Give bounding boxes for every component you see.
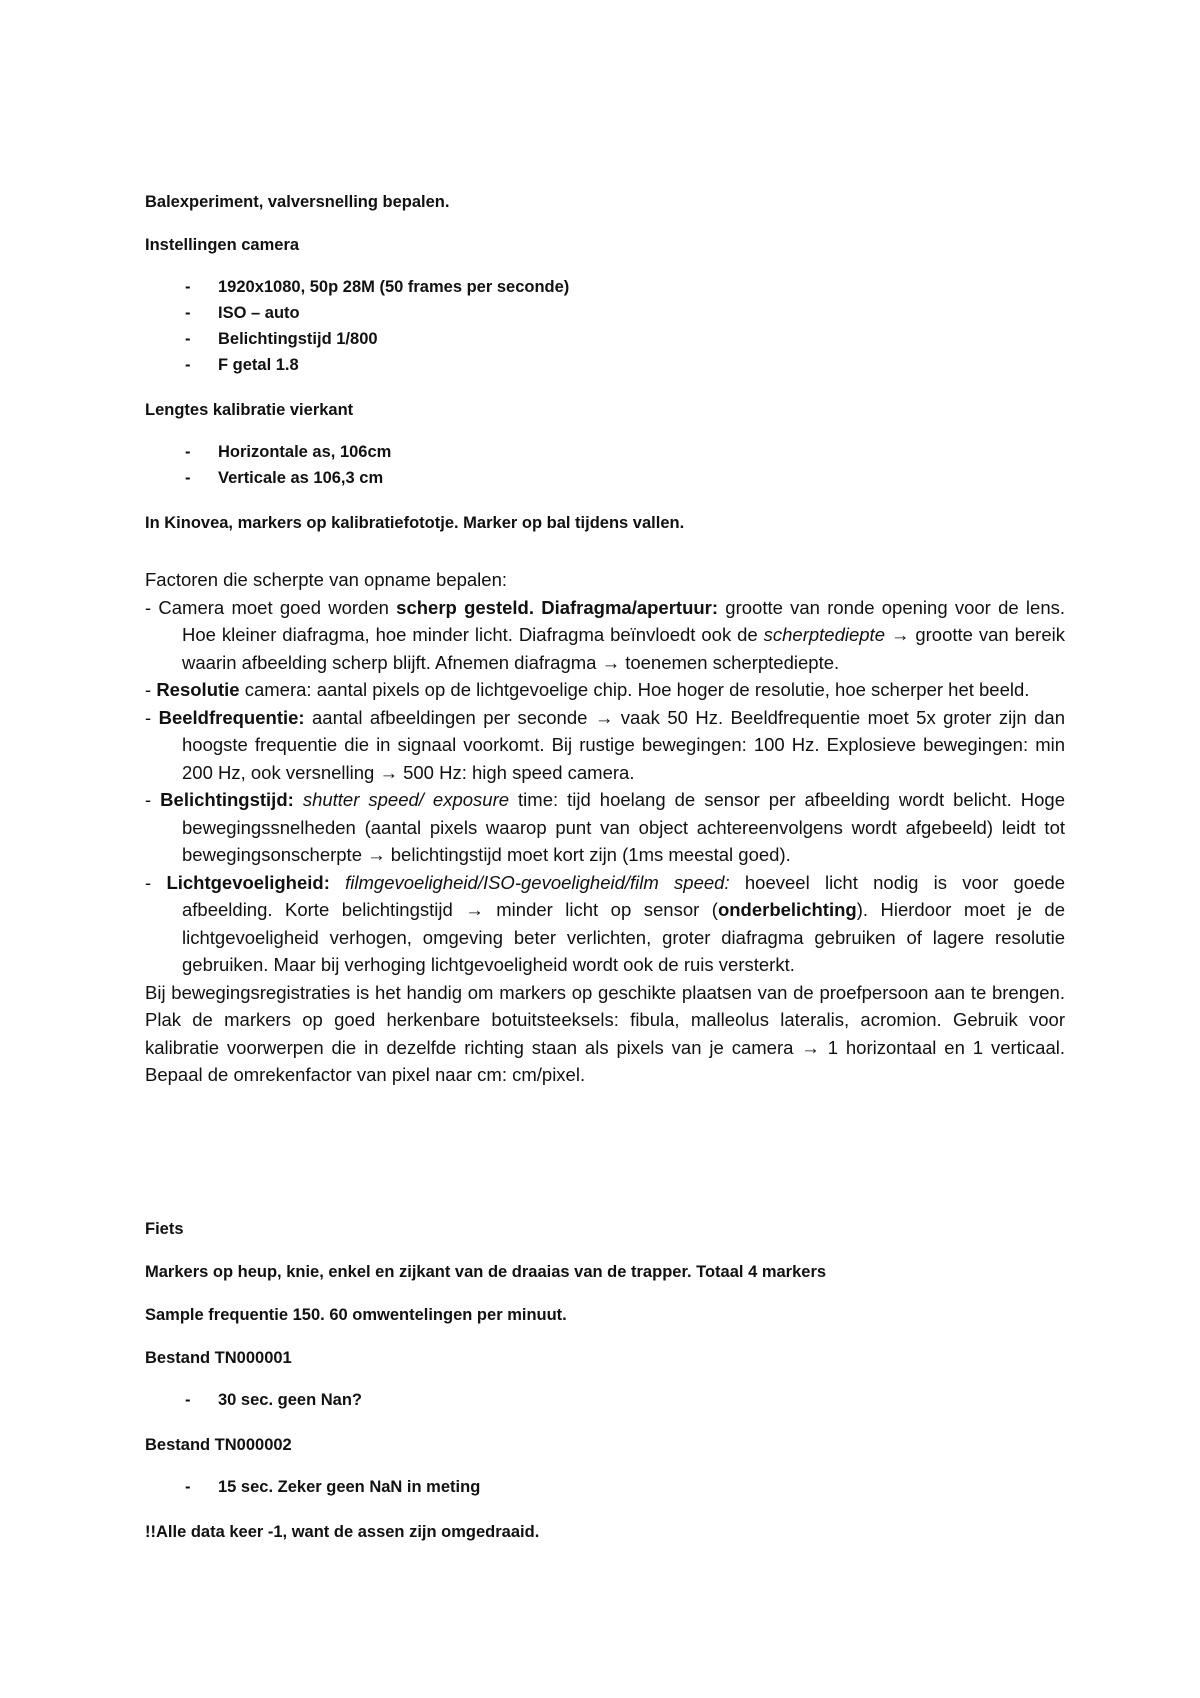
text: time: tijd hoelang de sensor per afbeelding wordt belicht. Hoge bewegingssnelheden (aantal pixels waarop punt van object achtereenvolgens wordt afgebeeld) leidt tot bewegingsonscherpte → belichtingstijd moet kort zijn (1ms meestal goed).: [182, 789, 1065, 865]
factor-lichtgevoeligheid: [145, 869, 1065, 979]
list-item-text: 1920x1080, 50p 28M (50 frames per seconde): [218, 278, 570, 296]
factor-camera: [145, 594, 1065, 677]
text: [294, 789, 303, 810]
factors-title: Factoren die scherpte van opname bepalen:: [145, 569, 508, 590]
text: -: [145, 871, 167, 893]
text: ). Hierdoor moet je de lichtgevoeligheid verhogen, omgeving beter verlichten, groter diafragma gebruiken of lagere resolutie gebruiken. Maar bij verhoging lichtgevoeligheid wordt ook de ruis versterkt.: [182, 899, 1065, 975]
text: -: [145, 679, 157, 700]
fiets-markers: Markers op heup, knie, enkel en zijkant van de draaias van de trapper. Totaal 4 markers: [145, 1263, 827, 1281]
text: - Camera moet goed worden: [145, 596, 397, 618]
list-item-text: ISO – auto: [218, 304, 300, 322]
list-dash: -: [185, 356, 191, 374]
list-item: [0, 278, 1200, 300]
text: -: [145, 789, 161, 810]
list-item: [0, 1478, 1200, 1500]
document-heading: Balexperiment, valversnelling bepalen.: [145, 193, 450, 211]
list-dash: -: [185, 304, 191, 322]
italic-term: shutter speed/ exposure: [302, 789, 510, 810]
bold-term: Lichtgevoeligheid:: [166, 871, 330, 893]
list-item: [0, 469, 1200, 491]
fiets-sample: Sample frequentie 150. 60 omwentelingen per minuut.: [145, 1306, 567, 1324]
file1-title: Bestand TN000001: [145, 1349, 292, 1367]
kinovea-note: In Kinovea, markers op kalibratiefototje. Marker op bal tijdens vallen.: [145, 514, 685, 532]
italic-term: scherptediepte: [763, 624, 885, 645]
list-dash: -: [185, 278, 191, 296]
list-item-text: Belichtingstijd 1/800: [218, 330, 378, 348]
markers-paragraph: Bij bewegingsregistraties is het handig om markers op geschikte plaatsen van de proefpersoon aan te brengen. Plak de markers op goed herkenbare botuitsteeksels: fibula, malleolus lateralis, acromion. Gebruik voor kalibratie voorwerpen die in dezelfde richting staan als pixels van je camera → 1 horizontaal en 1 verticaal. Bepaal de omrekenfactor van pixel naar cm: cm/pixel.: [145, 981, 1065, 1085]
bold-term: Belichtingstijd:: [160, 789, 294, 810]
fiets-note: !!Alle data keer -1, want de assen zijn omgedraaid.: [145, 1523, 540, 1541]
text: hoeveel licht nodig is voor goede afbeelding. Korte belichtingstijd → minder licht op sensor (: [182, 871, 1065, 920]
list-dash: -: [185, 443, 191, 461]
list-item: [0, 443, 1200, 465]
text: [330, 872, 345, 893]
list-item: [0, 304, 1200, 326]
bold-term: onderbelichting: [717, 899, 857, 920]
list-item-text: 30 sec. geen Nan?: [218, 1391, 362, 1409]
text: grootte van ronde opening voor de lens. Hoe kleiner diafragma, hoe minder licht. Diafragma beïnvloedt ook de: [182, 596, 1065, 645]
list-dash: -: [185, 1391, 191, 1409]
calibration-title: Lengtes kalibratie vierkant: [145, 401, 354, 419]
bold-term: scherp gesteld. Diafragma/apertuur:: [396, 596, 719, 618]
list-item: [0, 330, 1200, 352]
text: aantal afbeeldingen per seconde → vaak 50 Hz. Beeldfrequentie moet 5x groter zijn dan hoogste frequentie die in signaal voorkomt. Bij rustige bewegingen: 100 Hz. Explosieve bewegingen: min 200 Hz, ook versnelling → 500 Hz: high speed camera.: [182, 706, 1065, 783]
text: -: [145, 706, 159, 728]
factor-resolutie: [145, 676, 1065, 704]
text: → grootte van bereik waarin afbeelding scherp blijft. Afnemen diafragma → toenemen scherptediepte.: [182, 624, 1065, 673]
camera-settings-title: Instellingen camera: [145, 236, 300, 254]
bold-term: Beeldfrequentie:: [158, 706, 305, 728]
list-dash: -: [185, 1478, 191, 1496]
list-dash: -: [185, 330, 191, 348]
list-dash: -: [185, 469, 191, 487]
list-item-text: Horizontale as, 106cm: [218, 443, 392, 461]
fiets-title: Fiets: [145, 1220, 184, 1238]
list-item: [0, 1391, 1200, 1413]
list-item-text: 15 sec. Zeker geen NaN in meting: [218, 1478, 481, 1496]
factors-section: [145, 566, 1065, 1089]
text: camera: aantal pixels op de lichtgevoelige chip. Hoe hoger de resolutie, hoe scherper het beeld.: [239, 679, 1030, 700]
list-item-text: F getal 1.8: [218, 356, 299, 374]
factor-beeldfrequentie: [145, 704, 1065, 787]
list-item-text: Verticale as 106,3 cm: [218, 469, 384, 487]
file2-title: Bestand TN000002: [145, 1436, 292, 1454]
italic-term: filmgevoeligheid/ISO-gevoeligheid/film speed:: [345, 871, 730, 893]
factor-belichtingstijd: [145, 786, 1065, 869]
bold-term: Resolutie: [156, 679, 240, 700]
list-item: [0, 356, 1200, 378]
